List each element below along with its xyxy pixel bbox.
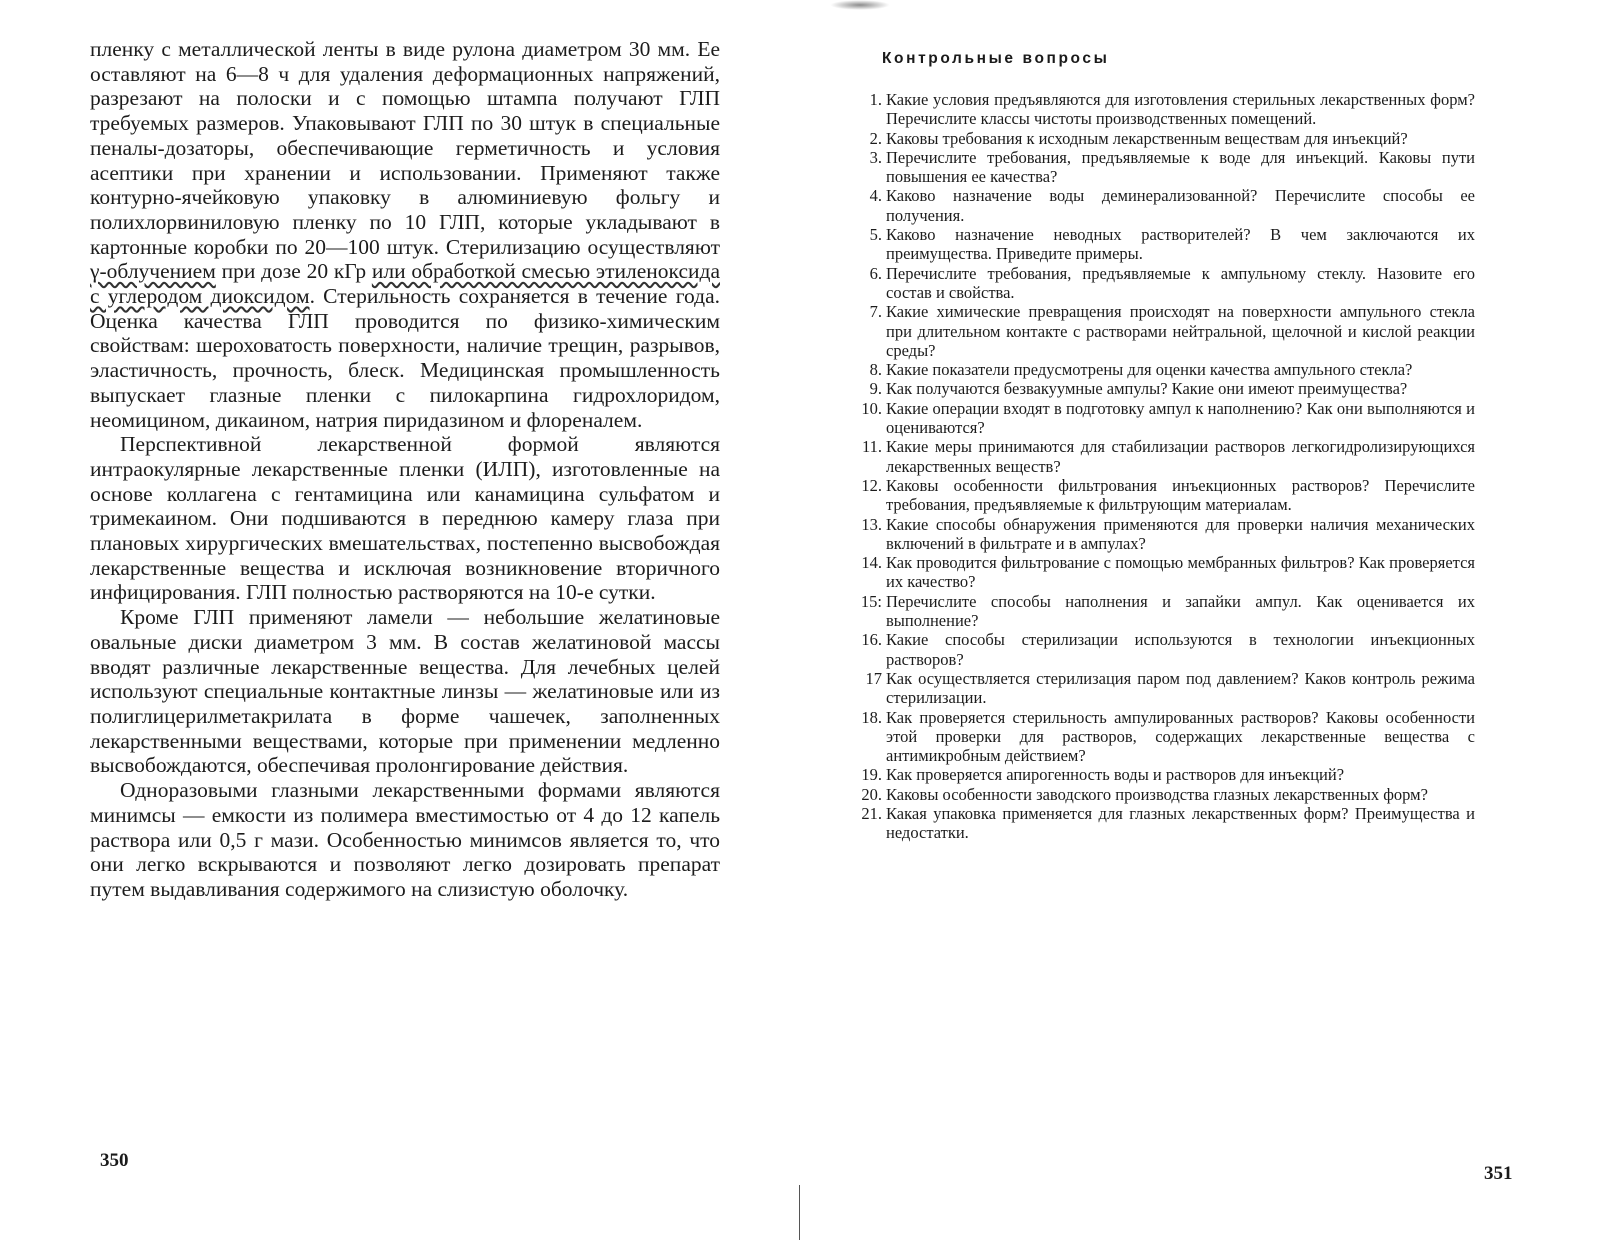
question-item	[850, 186, 1475, 225]
right-page	[800, 0, 1601, 1251]
question-number: 4.	[869, 186, 882, 206]
left-page	[0, 0, 800, 1251]
question-item	[850, 630, 1475, 669]
question-text: Перечислите требования, предъявляемые к ампульному стеклу. Назовите его состав и свойства.	[886, 263, 1475, 302]
paragraph-1-text-after: . Стерильность сохраняется в течение года. Оценка качества ГЛП проводится по физико-химическим свойствам: шероховатость поверхности, наличие трещин, разрывов, эластичность, прочность, блеск. Медицинская промышленность выпускает глазные пленки с пилокарпина гидрохлоридом, неомицином, дикаином, натрия пиридазином и флореналем.	[90, 284, 720, 432]
question-number: 17	[865, 668, 882, 688]
question-number: 18.	[861, 707, 882, 727]
question-text: Перечислите требования, предъявляемые к воде для инъекций. Каковы пути повышения ее качества?	[886, 147, 1475, 187]
question-text: Какие операции входят в подготовку ампул к наполнению? Как они выполняются и оцениваются?	[886, 398, 1475, 438]
question-item	[850, 592, 1475, 631]
question-item	[850, 399, 1475, 438]
question-number: 19.	[861, 765, 882, 785]
question-number: 21.	[861, 803, 882, 823]
paragraph-1-text-before: пленку с металлической ленты в виде рулона диаметром 30 мм. Ее оставляют на 6—8 ч для удаления деформационных напряжений, разрезают на полоски и с помощью штампа получают ГЛП требуемых размеров. Упаковывают ГЛП по 30 штук в специальные пеналы-дозаторы, обеспечивающие герметичность и условия асептики при хранении и использовании. Применяют также контурно-ячейковую упаковку в алюминиевую фольгу и полихлорвиниловую пленку по 10 ГЛП, которые укладывают в картонные коробки по 20—100 штук. Стерилизацию осуществляют	[90, 37, 720, 259]
question-item	[850, 765, 1475, 784]
question-number: 12.	[861, 475, 882, 495]
question-number: 5.	[869, 225, 882, 245]
question-text: Как проверяется стерильность ампулированных растворов? Каковы особенности этой проверки для растворов, содержащих лекарственные вещества с антимикробным действием?	[886, 707, 1475, 766]
question-number: 1.	[869, 90, 882, 109]
question-text: Как получаются безвакуумные ампулы? Какие они имеют преимущества?	[886, 379, 1408, 399]
question-number: 11.	[861, 437, 882, 457]
paragraph-2: Перспективной лекарственной формой являются интраокулярные лекарственные пленки (ИЛП), изготовленные на основе коллагена с гентамицина или канамицина сульфатом и тримекаином. Они подшиваются в переднюю камеру глаза при плановых хирургических вмешательствах, постепенно высвобождая лекарственные вещества и исключая возникновение вторичного инфицирования. ГЛП полностью растворяются на 10-е сутки.	[90, 432, 720, 605]
question-number: 2.	[869, 128, 882, 148]
page-number-left: 350	[100, 1150, 129, 1171]
question-item	[850, 129, 1475, 148]
question-text: Какая упаковка применяется для глазных лекарственных форм? Преимущества и недостатки.	[886, 803, 1475, 843]
question-number: 16.	[861, 630, 882, 650]
underlined-ethylene-oxide: или обработкой смесью этиленоксида с углеродом диоксидом	[90, 259, 720, 309]
question-item	[850, 90, 1475, 129]
question-item	[850, 553, 1475, 592]
question-number: 15:	[860, 591, 882, 611]
question-item	[850, 379, 1475, 398]
question-number: 14.	[861, 553, 882, 573]
question-item	[850, 804, 1475, 843]
paragraph-4: Одноразовыми глазными лекарственными формами являются минимсы — емкости из полимера вместимостью от 4 до 12 капель раствора или 0,5 г мази. Особенностью минимсов является то, что они легко вскрываются и позволяют легко дозировать препарат путем выдавливания содержимого на слизистую оболочку.	[90, 778, 720, 901]
question-text: Каковы требования к исходным лекарственным веществам для инъекций?	[886, 128, 1408, 148]
question-item	[850, 437, 1475, 476]
question-text: Каковы особенности фильтрования инъекционных растворов? Перечислите требования, предъявляемые к фильтрующим материалам.	[886, 475, 1475, 515]
question-text: Какие показатели предусмотрены для оценки качества ампульного стекла?	[886, 360, 1413, 380]
question-number: 10.	[861, 398, 882, 418]
paragraph-1-text-middle: при дозе 20 кГр	[215, 259, 372, 284]
question-text: Какие способы стерилизации используются в технологии инъекционных растворов?	[886, 630, 1475, 669]
section-title: Контрольные вопросы	[882, 50, 1110, 67]
question-item	[850, 785, 1475, 804]
question-number: 20.	[861, 784, 882, 804]
question-item	[850, 669, 1475, 708]
question-text: Перечислите способы наполнения и запайки ампул. Как оценивается их выполнение?	[886, 591, 1475, 631]
question-item	[850, 148, 1475, 187]
question-number: 6.	[869, 263, 882, 283]
question-item	[850, 476, 1475, 515]
question-item	[850, 225, 1475, 264]
question-text: Каковы особенности заводского производства глазных лекарственных форм?	[886, 784, 1428, 804]
question-text: Как осуществляется стерилизация паром под давлением? Каков контроль режима стерилизации.	[886, 668, 1475, 708]
question-item	[850, 264, 1475, 303]
question-text: Как проводится фильтрование с помощью мембранных фильтров? Как проверяется их качество?	[886, 553, 1475, 592]
question-text: Какие меры принимаются для стабилизации растворов легкогидролизирующихся лекарственных веществ?	[886, 437, 1475, 476]
question-item	[850, 302, 1475, 360]
underlined-gamma-irradiation: γ-облучением	[90, 259, 216, 284]
question-number: 3.	[869, 147, 882, 167]
page-number-right: 351	[1484, 1163, 1513, 1184]
paragraph-1	[90, 37, 720, 432]
question-item	[850, 515, 1475, 554]
left-page-body	[90, 37, 720, 902]
paragraph-3: Кроме ГЛП применяют ламели — небольшие желатиновые овальные диски диаметром 3 мм. В состав желатиновой массы вводят различные лекарственные вещества. Для лечебных целей используют специальные контактные линзы — желатиновые или из полиглицерилметакрилата в форме чашечек, заполненных лекарственными веществами, которые при применении медленно высвобождаются, обеспечивая пролонгирование действия.	[90, 605, 720, 778]
question-item	[850, 360, 1475, 379]
question-item	[850, 708, 1475, 766]
question-number: 9.	[869, 379, 882, 399]
question-number: 7.	[869, 302, 882, 322]
question-text: Какие химические превращения происходят на поверхности ампульного стекла при длительном контакте с растворами нейтральной, щелочной и кислой реакции среды?	[886, 302, 1475, 360]
question-number: 13.	[861, 514, 882, 534]
question-text: Какие условия предъявляются для изготовления стерильных лекарственных форм? Перечислите классы чистоты производственных помещений.	[886, 90, 1475, 129]
question-text: Каково назначение воды деминерализованной? Перечислите способы ее получения.	[886, 186, 1475, 225]
question-text: Как проверяется апирогенность воды и растворов для инъекций?	[886, 765, 1345, 785]
questions-list	[850, 90, 1475, 843]
question-text: Каково назначение неводных растворителей? В чем заключаются их преимущества. Приведите примеры.	[886, 225, 1475, 264]
question-text: Какие способы обнаружения применяются для проверки наличия механических включений в фильтрате и в ампулах?	[886, 514, 1475, 553]
question-number: 8.	[869, 360, 882, 380]
